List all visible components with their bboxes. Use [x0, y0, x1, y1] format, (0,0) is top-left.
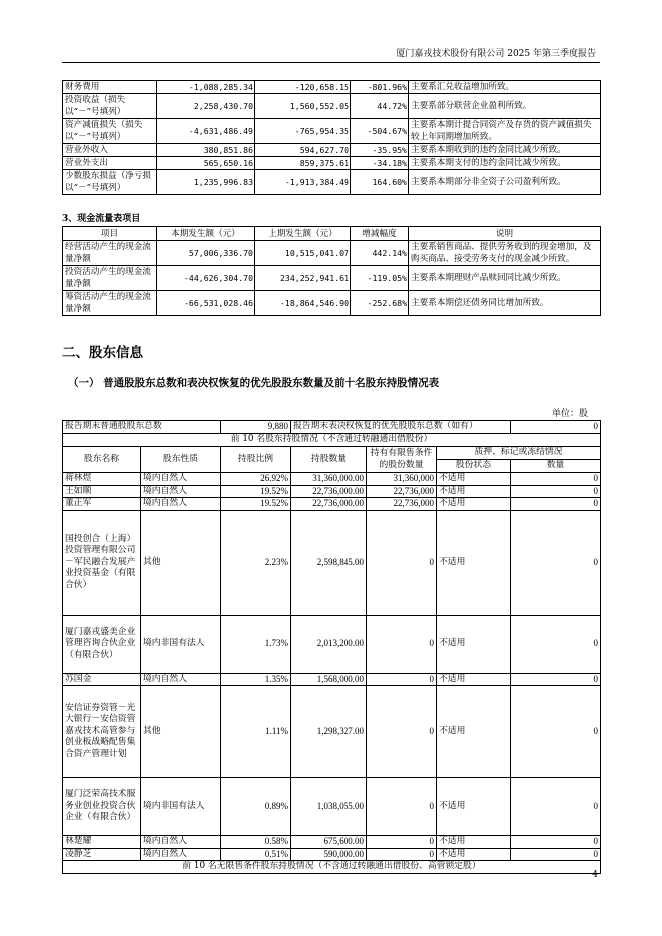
cf-item-name: 筹资活动产生的现金流量净额	[63, 291, 157, 316]
item-name: 营业外支出	[63, 157, 157, 170]
cf-prior-amount: -18,864,546.90	[255, 291, 351, 316]
pledge-status: 不适用	[437, 485, 511, 498]
shareholder-name: 厦门嘉戎盛美企业管理咨询合伙企业（有限合伙）	[63, 615, 141, 673]
change-rate: -504.67%	[351, 119, 409, 144]
section-title: 二、股东信息	[62, 345, 143, 361]
table-row	[63, 157, 601, 170]
unrestricted-title: 前 10 名无限售条件股东持股情况（不含通过转融通出借股份、高管锁定股）	[63, 861, 601, 874]
table-row	[63, 266, 601, 291]
shareholder-name: 国投创合（上海）投资管理有限公司－军民融合发展产业投资基金（有限合伙）	[63, 510, 141, 615]
current-amount: -1,088,285.34	[157, 81, 255, 94]
current-amount: 565,650.16	[157, 157, 255, 170]
table-row	[63, 485, 601, 498]
col-restricted: 持有有限售条件的股份数量	[367, 447, 437, 473]
col-pledge: 质押、标记或冻结情况	[437, 447, 601, 460]
cf-col-change: 增减幅度	[351, 227, 409, 241]
holding-quantity: 1,038,055.00	[291, 778, 367, 836]
cf-col-reason: 说明	[409, 227, 601, 241]
cf-change-rate: -119.05%	[351, 266, 409, 291]
cf-item-name: 投资活动产生的现金流量净额	[63, 266, 157, 291]
cf-change-reason: 主要系本期偿还债务同比增加所致。	[409, 291, 601, 316]
pledge-count: 0	[511, 615, 601, 673]
pledge-status: 不适用	[437, 673, 511, 686]
cf-change-reason: 主要系销售商品、提供劳务收到的现金增加，及购买商品、接受劳务支付的现金减少所致。	[409, 241, 601, 266]
pledge-count: 0	[511, 473, 601, 486]
pledge-count: 0	[511, 510, 601, 615]
cf-prior-amount: 234,252,941.61	[255, 266, 351, 291]
pledge-status: 不适用	[437, 778, 511, 836]
total-shareholders-label: 报告期末普通股股东总数	[63, 421, 221, 434]
restricted-shares: 0	[367, 615, 437, 673]
table-row	[63, 81, 601, 94]
item-name: 营业外收入	[63, 144, 157, 157]
shareholder-nature: 境内自然人	[141, 836, 221, 849]
top10-title: 前 10 名股东持股情况（不含通过转融通出借股份）	[63, 434, 601, 447]
shareholder-nature: 境内自然人	[141, 485, 221, 498]
holding-ratio: 1.35%	[221, 673, 291, 686]
table-row	[63, 848, 601, 861]
table-row	[63, 686, 601, 778]
item-name: 资产减值损失（损失以“－”号填列）	[63, 119, 157, 144]
current-amount: 380,851.86	[157, 144, 255, 157]
table-row	[63, 673, 601, 686]
pledge-count: 0	[511, 686, 601, 778]
shareholder-name: 苏国金	[63, 673, 141, 686]
prior-amount: -1,913,384.49	[255, 170, 351, 195]
cf-current-amount: 57,006,336.70	[157, 241, 255, 266]
table-row	[63, 861, 601, 874]
prior-amount: -765,954.35	[255, 119, 351, 144]
pledge-count: 0	[511, 778, 601, 836]
cf-prior-amount: 10,515,041.07	[255, 241, 351, 266]
restricted-shares: 0	[367, 836, 437, 849]
table-row	[63, 94, 601, 119]
shareholder-nature: 其他	[141, 686, 221, 778]
shareholder-nature: 境内自然人	[141, 473, 221, 486]
cashflow-table	[62, 226, 601, 316]
table-row	[63, 170, 601, 195]
shareholder-name: 董正军	[63, 498, 141, 511]
holding-quantity: 590,000.00	[291, 848, 367, 861]
pledge-count: 0	[511, 836, 601, 849]
table-row	[63, 241, 601, 266]
shareholder-name: 蒋林煜	[63, 473, 141, 486]
cf-col-item: 项目	[63, 227, 157, 241]
shareholder-nature: 境内非国有法人	[141, 615, 221, 673]
cf-col-prior: 上期发生额（元）	[255, 227, 351, 241]
pledge-status: 不适用	[437, 473, 511, 486]
shareholder-table	[62, 420, 601, 874]
prior-amount: -120,658.15	[255, 81, 351, 94]
change-rate: -34.18%	[351, 157, 409, 170]
table-row	[63, 778, 601, 836]
page-number: 4	[592, 870, 598, 880]
holding-quantity: 1,298,327.00	[291, 686, 367, 778]
col-name: 股东名称	[63, 447, 141, 473]
holding-ratio: 0.51%	[221, 848, 291, 861]
current-amount: 1,235,996.83	[157, 170, 255, 195]
cf-change-reason: 主要系本期理财产品赎回同比减少所致。	[409, 266, 601, 291]
header-rule	[62, 62, 600, 63]
holding-quantity: 2,598,845.00	[291, 510, 367, 615]
cf-current-amount: -44,626,304.70	[157, 266, 255, 291]
shareholder-name: 凌静芝	[63, 848, 141, 861]
holding-ratio: 26.92%	[221, 473, 291, 486]
shareholder-nature: 境内非国有法人	[141, 778, 221, 836]
prior-amount: 594,627.70	[255, 144, 351, 157]
holding-quantity: 22,736,000.00	[291, 485, 367, 498]
shareholder-name: 安信证券资管－光大银行－安信资管嘉戎技术高管参与创业板战略配售集合资产管理计划	[63, 686, 141, 778]
table-row	[63, 615, 601, 673]
table-row	[63, 836, 601, 849]
preferred-shareholders-label: 报告期末表决权恢复的优先股股东总数（如有）	[291, 421, 511, 434]
shareholder-name: 林楚耀	[63, 836, 141, 849]
pledge-status: 不适用	[437, 498, 511, 511]
item-name: 少数股东损益（净亏损以“－”号填列）	[63, 170, 157, 195]
pledge-status: 不适用	[437, 848, 511, 861]
holding-ratio: 1.11%	[221, 686, 291, 778]
table-row	[63, 119, 601, 144]
restricted-shares: 0	[367, 778, 437, 836]
cashflow-heading: 3、现金流量表项目	[62, 214, 141, 224]
pledge-count: 0	[511, 498, 601, 511]
pledge-status: 不适用	[437, 615, 511, 673]
shareholder-name: 厦门泛荣高技术服务业创业投资合伙企业（有限合伙）	[63, 778, 141, 836]
current-amount: -4,631,486.49	[157, 119, 255, 144]
prior-amount: 1,560,552.05	[255, 94, 351, 119]
cf-change-rate: 442.14%	[351, 241, 409, 266]
income-items-table	[62, 80, 601, 195]
restricted-shares: 22,736,000	[367, 498, 437, 511]
change-rate: 44.72%	[351, 94, 409, 119]
total-shareholders-value: 9,880	[221, 421, 291, 434]
item-name: 投资收益（损失以“－”号填列）	[63, 94, 157, 119]
table-row	[63, 510, 601, 615]
holding-quantity: 675,600.00	[291, 836, 367, 849]
restricted-shares: 0	[367, 510, 437, 615]
col-ratio: 持股比例	[221, 447, 291, 473]
pledge-count: 0	[511, 848, 601, 861]
cf-change-rate: -252.68%	[351, 291, 409, 316]
prior-amount: 859,375.61	[255, 157, 351, 170]
cf-col-current: 本期发生额（元）	[157, 227, 255, 241]
holding-ratio: 19.52%	[221, 498, 291, 511]
holding-ratio: 1.73%	[221, 615, 291, 673]
col-status: 股份状态	[437, 460, 511, 473]
table-row	[63, 473, 601, 486]
pledge-status: 不适用	[437, 686, 511, 778]
restricted-shares: 0	[367, 673, 437, 686]
change-rate: -801.96%	[351, 81, 409, 94]
table-row	[63, 291, 601, 316]
restricted-shares: 0	[367, 686, 437, 778]
subsection-title: （一） 普通股股东总数和表决权恢复的优先股股东数量及前十名股东持股情况表	[68, 377, 440, 389]
shareholder-nature: 境内自然人	[141, 848, 221, 861]
holding-quantity: 2,013,200.00	[291, 615, 367, 673]
cf-item-name: 经营活动产生的现金流量净额	[63, 241, 157, 266]
pledge-status: 不适用	[437, 836, 511, 849]
col-count: 数量	[511, 460, 601, 473]
change-reason: 主要系本期支付的违约金同比减少所致。	[409, 157, 601, 170]
pledge-count: 0	[511, 673, 601, 686]
change-reason: 主要系本期收到的违约金同比减少所致。	[409, 144, 601, 157]
shareholder-name: 王如顺	[63, 485, 141, 498]
change-reason: 主要系汇兑收益增加所致。	[409, 81, 601, 94]
pledge-status: 不适用	[437, 510, 511, 615]
holding-ratio: 0.58%	[221, 836, 291, 849]
holding-ratio: 19.52%	[221, 485, 291, 498]
holding-ratio: 2.23%	[221, 510, 291, 615]
holding-ratio: 0.89%	[221, 778, 291, 836]
pledge-count: 0	[511, 485, 601, 498]
table-row	[63, 144, 601, 157]
cf-current-amount: -66,531,028.46	[157, 291, 255, 316]
holding-quantity: 31,360,000.00	[291, 473, 367, 486]
restricted-shares: 31,360,000	[367, 473, 437, 486]
preferred-shareholders-value: 0	[511, 421, 601, 434]
shareholder-nature: 境内自然人	[141, 673, 221, 686]
current-amount: 2,258,430.70	[157, 94, 255, 119]
change-rate: 164.60%	[351, 170, 409, 195]
restricted-shares: 22,736,000	[367, 485, 437, 498]
table-row	[63, 498, 601, 511]
holding-quantity: 1,568,000.00	[291, 673, 367, 686]
shareholder-nature: 其他	[141, 510, 221, 615]
change-reason: 主要系部分联营企业盈利所致。	[409, 94, 601, 119]
change-rate: -35.95%	[351, 144, 409, 157]
holding-quantity: 22,736,000.00	[291, 498, 367, 511]
change-reason: 主要系本期部分非全资子公司盈利所致。	[409, 170, 601, 195]
item-name: 财务费用	[63, 81, 157, 94]
report-header: 厦门嘉戎技术股份有限公司 2025 年第三季度报告	[396, 49, 596, 59]
restricted-shares: 0	[367, 848, 437, 861]
shareholder-nature: 境内自然人	[141, 498, 221, 511]
col-nature: 股东性质	[141, 447, 221, 473]
change-reason: 主要系本期计提合同资产及存货的资产减值损失较上年同期增加所致。	[409, 119, 601, 144]
col-qty: 持股数量	[291, 447, 367, 473]
unit-label: 单位：股	[551, 409, 588, 419]
